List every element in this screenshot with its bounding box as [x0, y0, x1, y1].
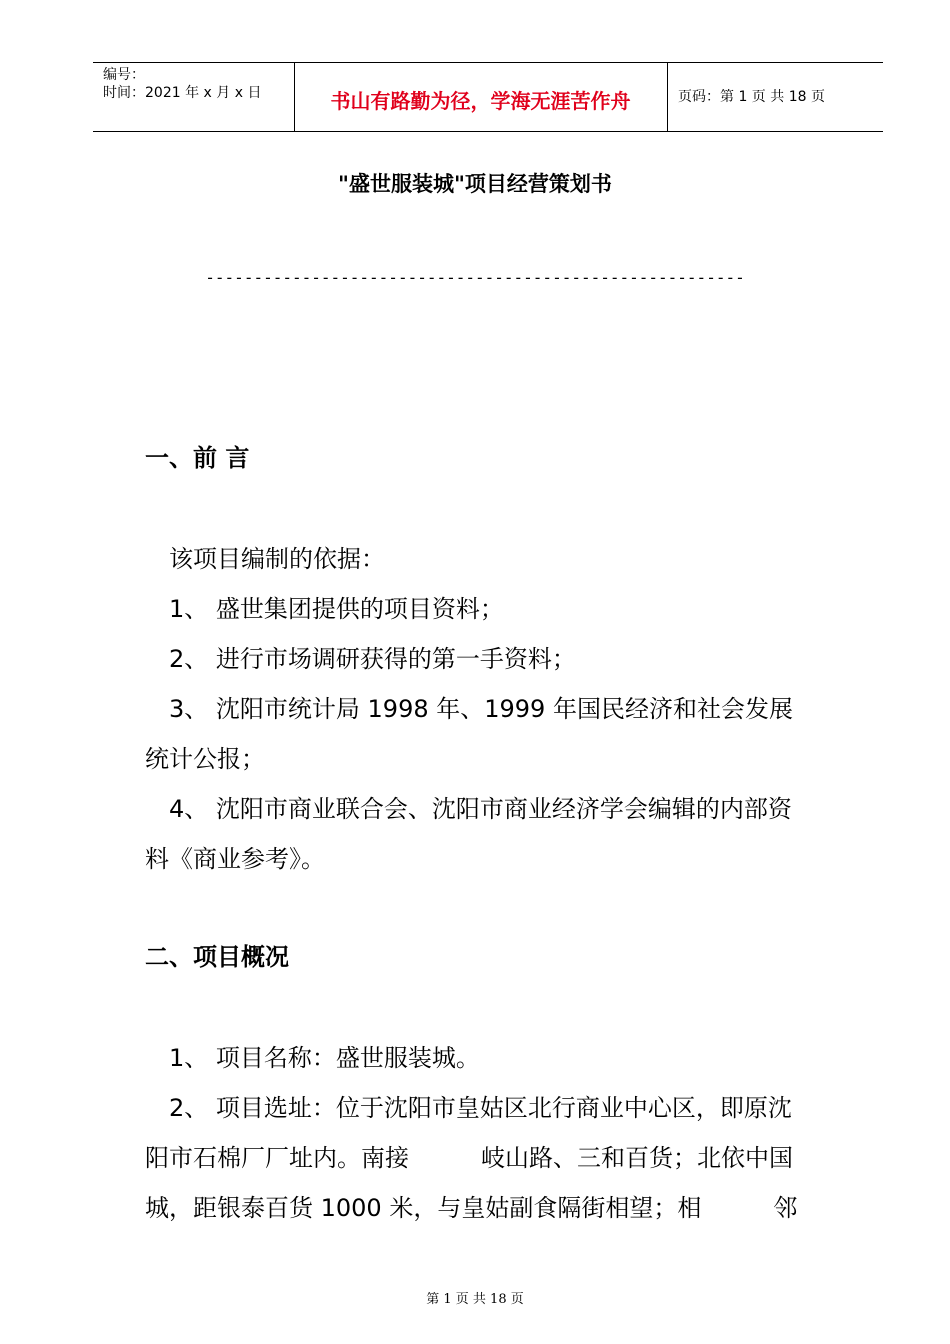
paragraph-line: 该项目编制的依据： [145, 545, 385, 573]
header-meta-cell [93, 63, 295, 131]
paragraph-line: 统计公报； [145, 745, 265, 773]
paragraph-line: 阳市石棉厂厂址内。南接 岐山路、三和百货；北依中国 [145, 1144, 793, 1172]
paragraph-line: 3、 沈阳市统计局 1998 年、1999 年国民经济和社会发展 [145, 695, 793, 723]
paragraph-line: 1、 项目名称：盛世服装城。 [145, 1044, 480, 1072]
page-footer: 第 1 页 共 18 页 [426, 1292, 524, 1307]
header-motto-cell [294, 63, 668, 131]
header-page-info: 页码：第 1 页 共 18 页 [678, 89, 825, 105]
header-page-cell [668, 63, 883, 131]
header-motto: 书山有路勤为径，学海无涯苦作舟 [330, 89, 631, 113]
title-divider: -------------------------------------------------------- [205, 268, 745, 287]
paragraph-line: 城，距银泰百货 1000 米，与皇姑副食隔街相望；相 邻 [145, 1194, 798, 1222]
page-header [93, 62, 883, 132]
section-heading-preface: 一、前 言 [145, 444, 250, 472]
doc-code-label: 编号： [103, 67, 145, 83]
paragraph-line: 1、 盛世集团提供的项目资料； [145, 595, 504, 623]
paragraph-line: 2、 项目选址：位于沈阳市皇姑区北行商业中心区，即原沈 [145, 1094, 792, 1122]
document-title: "盛世服装城"项目经营策划书 [338, 172, 612, 196]
paragraph-line: 2、 进行市场调研获得的第一手资料； [145, 645, 576, 673]
paragraph-line: 4、 沈阳市商业联合会、沈阳市商业经济学会编辑的内部资 [145, 795, 792, 823]
paragraph-line: 料《商业参考》。 [145, 845, 325, 873]
section-heading-overview: 二、项目概况 [145, 943, 289, 971]
doc-time-label: 时间：2021 年 x 月 x 日 [103, 85, 262, 101]
